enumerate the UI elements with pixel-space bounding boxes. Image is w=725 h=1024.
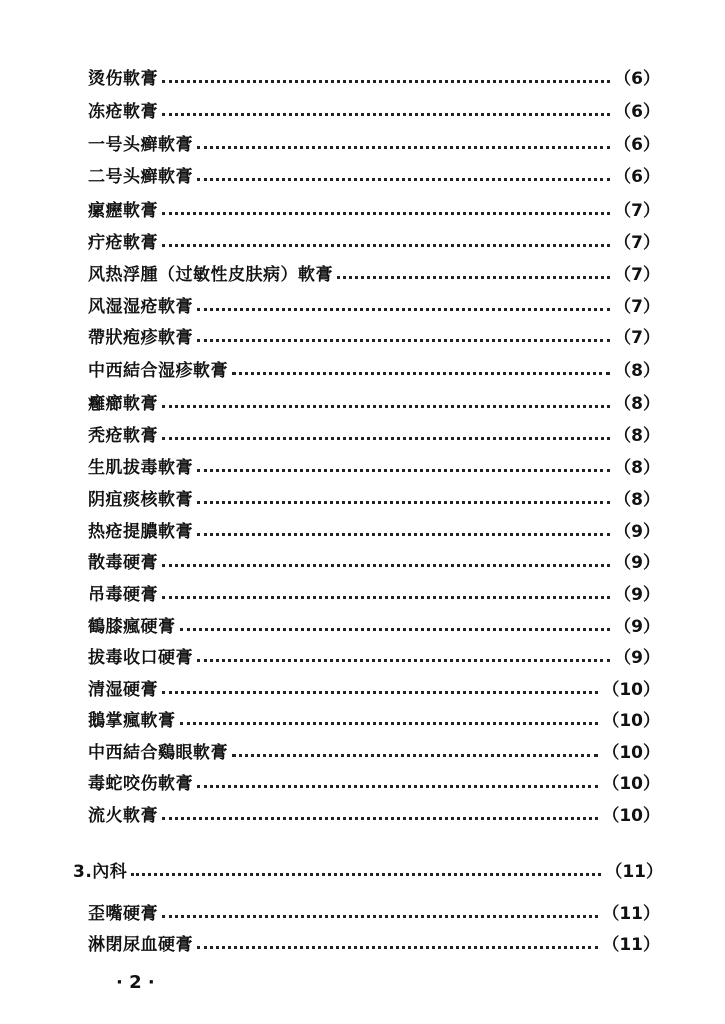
toc-entry-title: 冻疮軟膏 bbox=[88, 101, 158, 122]
toc-entry bbox=[88, 291, 660, 317]
toc-entry-title: 拔毒收口硬膏 bbox=[88, 647, 193, 668]
toc-entry-page: （9） bbox=[614, 521, 660, 542]
toc-entry bbox=[88, 642, 660, 668]
toc-entry-title: 热疮提膿軟膏 bbox=[88, 521, 193, 542]
toc-entry bbox=[88, 129, 660, 155]
dot-leader bbox=[197, 178, 610, 181]
toc-entry-page: （6） bbox=[614, 68, 660, 89]
toc-entry bbox=[88, 96, 660, 122]
toc-entry bbox=[88, 737, 660, 763]
dot-leader bbox=[162, 80, 610, 83]
toc-entry-page: （11） bbox=[602, 903, 660, 924]
toc-entry bbox=[88, 355, 660, 381]
dot-leader bbox=[197, 339, 610, 342]
toc-entry-page: （7） bbox=[614, 327, 660, 348]
toc-entry-page: （8） bbox=[614, 489, 660, 510]
toc-entry-title: 风热浮腫（过敏性皮肤病）軟膏 bbox=[88, 264, 333, 285]
toc-entry-page: （8） bbox=[614, 393, 660, 414]
dot-leader bbox=[162, 405, 610, 408]
toc-entry bbox=[88, 516, 660, 542]
dot-leader bbox=[197, 785, 598, 788]
toc-entry-page: （7） bbox=[614, 264, 660, 285]
toc-entry-title: 中西結合湿疹軟膏 bbox=[88, 360, 228, 381]
toc-entry-title: 瘰癧軟膏 bbox=[88, 200, 158, 221]
toc-entry bbox=[88, 611, 660, 637]
toc-entry-title: 鵝掌瘋軟膏 bbox=[88, 710, 176, 731]
toc-entry-page: （6） bbox=[614, 101, 660, 122]
toc-entry-page: （9） bbox=[614, 647, 660, 668]
toc-entry-title: 风湿湿疮軟膏 bbox=[88, 296, 193, 317]
dot-leader bbox=[162, 915, 598, 918]
toc-entry bbox=[88, 579, 660, 605]
dot-leader bbox=[162, 212, 610, 215]
dot-leader bbox=[162, 691, 598, 694]
dot-leader bbox=[197, 146, 610, 149]
toc-entry-page: （10） bbox=[602, 773, 660, 794]
toc-entry bbox=[88, 898, 660, 924]
toc-entry-page: （6） bbox=[614, 134, 660, 155]
toc-entry-title: 中西結合鷄眼軟膏 bbox=[88, 742, 228, 763]
toc-entry bbox=[88, 800, 660, 826]
toc-entry-title: 二号头癣軟膏 bbox=[88, 166, 193, 187]
toc-entry bbox=[88, 322, 660, 348]
dot-leader bbox=[162, 437, 610, 440]
toc-entry-title: 生肌拔毒軟膏 bbox=[88, 457, 193, 478]
dot-leader bbox=[232, 372, 610, 375]
toc-section-title: 3.內科 bbox=[73, 861, 128, 882]
toc-entry-page: （10） bbox=[602, 742, 660, 763]
toc-entry-title: 吊毒硬膏 bbox=[88, 584, 158, 605]
dot-leader bbox=[232, 754, 598, 757]
toc-entry-title: 清湿硬膏 bbox=[88, 679, 158, 700]
dot-leader bbox=[197, 501, 610, 504]
toc-entry bbox=[88, 547, 660, 573]
dot-leader bbox=[197, 659, 610, 662]
toc-entry-page: （7） bbox=[614, 296, 660, 317]
toc-entry-title: 阴疽痰核軟膏 bbox=[88, 489, 193, 510]
toc-entry-title: 帶狀疱疹軟膏 bbox=[88, 327, 193, 348]
toc-entry bbox=[88, 484, 660, 510]
toc-entry-title: 歪嘴硬膏 bbox=[88, 903, 158, 924]
toc-entry bbox=[88, 195, 660, 221]
toc-entry bbox=[88, 227, 660, 253]
toc-entry-title: 鶴膝瘋硬膏 bbox=[88, 616, 176, 637]
dot-leader bbox=[162, 596, 610, 599]
toc-entry bbox=[88, 388, 660, 414]
dot-leader bbox=[337, 276, 610, 279]
dot-leader bbox=[162, 244, 610, 247]
toc-entry bbox=[88, 452, 660, 478]
toc-entry-title: 散毒硬膏 bbox=[88, 552, 158, 573]
toc-entry-title: 烫伤軟膏 bbox=[88, 68, 158, 89]
toc-entry bbox=[88, 929, 660, 955]
toc-entry-title: 毒蛇咬伤軟膏 bbox=[88, 773, 193, 794]
toc-entry bbox=[88, 674, 660, 700]
toc-entry bbox=[88, 420, 660, 446]
toc-section-page: （11） bbox=[605, 861, 663, 882]
toc-section-heading bbox=[73, 856, 663, 882]
toc-entry-page: （7） bbox=[614, 200, 660, 221]
toc-entry-page: （9） bbox=[614, 552, 660, 573]
toc-entry-page: （8） bbox=[614, 425, 660, 446]
dot-leader bbox=[197, 946, 598, 949]
toc-entry-title: 秃疮軟膏 bbox=[88, 425, 158, 446]
toc-entry-title: 淋閉尿血硬膏 bbox=[88, 934, 193, 955]
toc-entry bbox=[88, 259, 660, 285]
toc-entry bbox=[88, 768, 660, 794]
dot-leader bbox=[162, 817, 598, 820]
toc-entry bbox=[88, 161, 660, 187]
toc-entry-page: （11） bbox=[602, 934, 660, 955]
dot-leader bbox=[162, 113, 610, 116]
toc-entry-page: （6） bbox=[614, 166, 660, 187]
dot-leader bbox=[197, 308, 610, 311]
toc-entry-page: （8） bbox=[614, 360, 660, 381]
toc-entry-page: （10） bbox=[602, 710, 660, 731]
toc-entry-page: （9） bbox=[614, 616, 660, 637]
toc-entry-page: （8） bbox=[614, 457, 660, 478]
toc-entry-title: 一号头癣軟膏 bbox=[88, 134, 193, 155]
dot-leader bbox=[197, 533, 610, 536]
toc-entry-page: （10） bbox=[602, 679, 660, 700]
toc-entry-title: 流火軟膏 bbox=[88, 805, 158, 826]
dot-leader bbox=[131, 873, 601, 876]
toc-entry bbox=[88, 63, 660, 89]
toc-entry-title: 癰癤軟膏 bbox=[88, 393, 158, 414]
dot-leader bbox=[197, 469, 610, 472]
toc-entry-title: 疔疮軟膏 bbox=[88, 232, 158, 253]
toc-entry-page: （10） bbox=[602, 805, 660, 826]
dot-leader bbox=[180, 628, 611, 631]
toc-entry bbox=[88, 705, 660, 731]
toc-entry-page: （9） bbox=[614, 584, 660, 605]
dot-leader bbox=[162, 564, 610, 567]
toc-entry-page: （7） bbox=[614, 232, 660, 253]
dot-leader bbox=[180, 722, 599, 725]
page-number: · 2 · bbox=[116, 972, 155, 993]
